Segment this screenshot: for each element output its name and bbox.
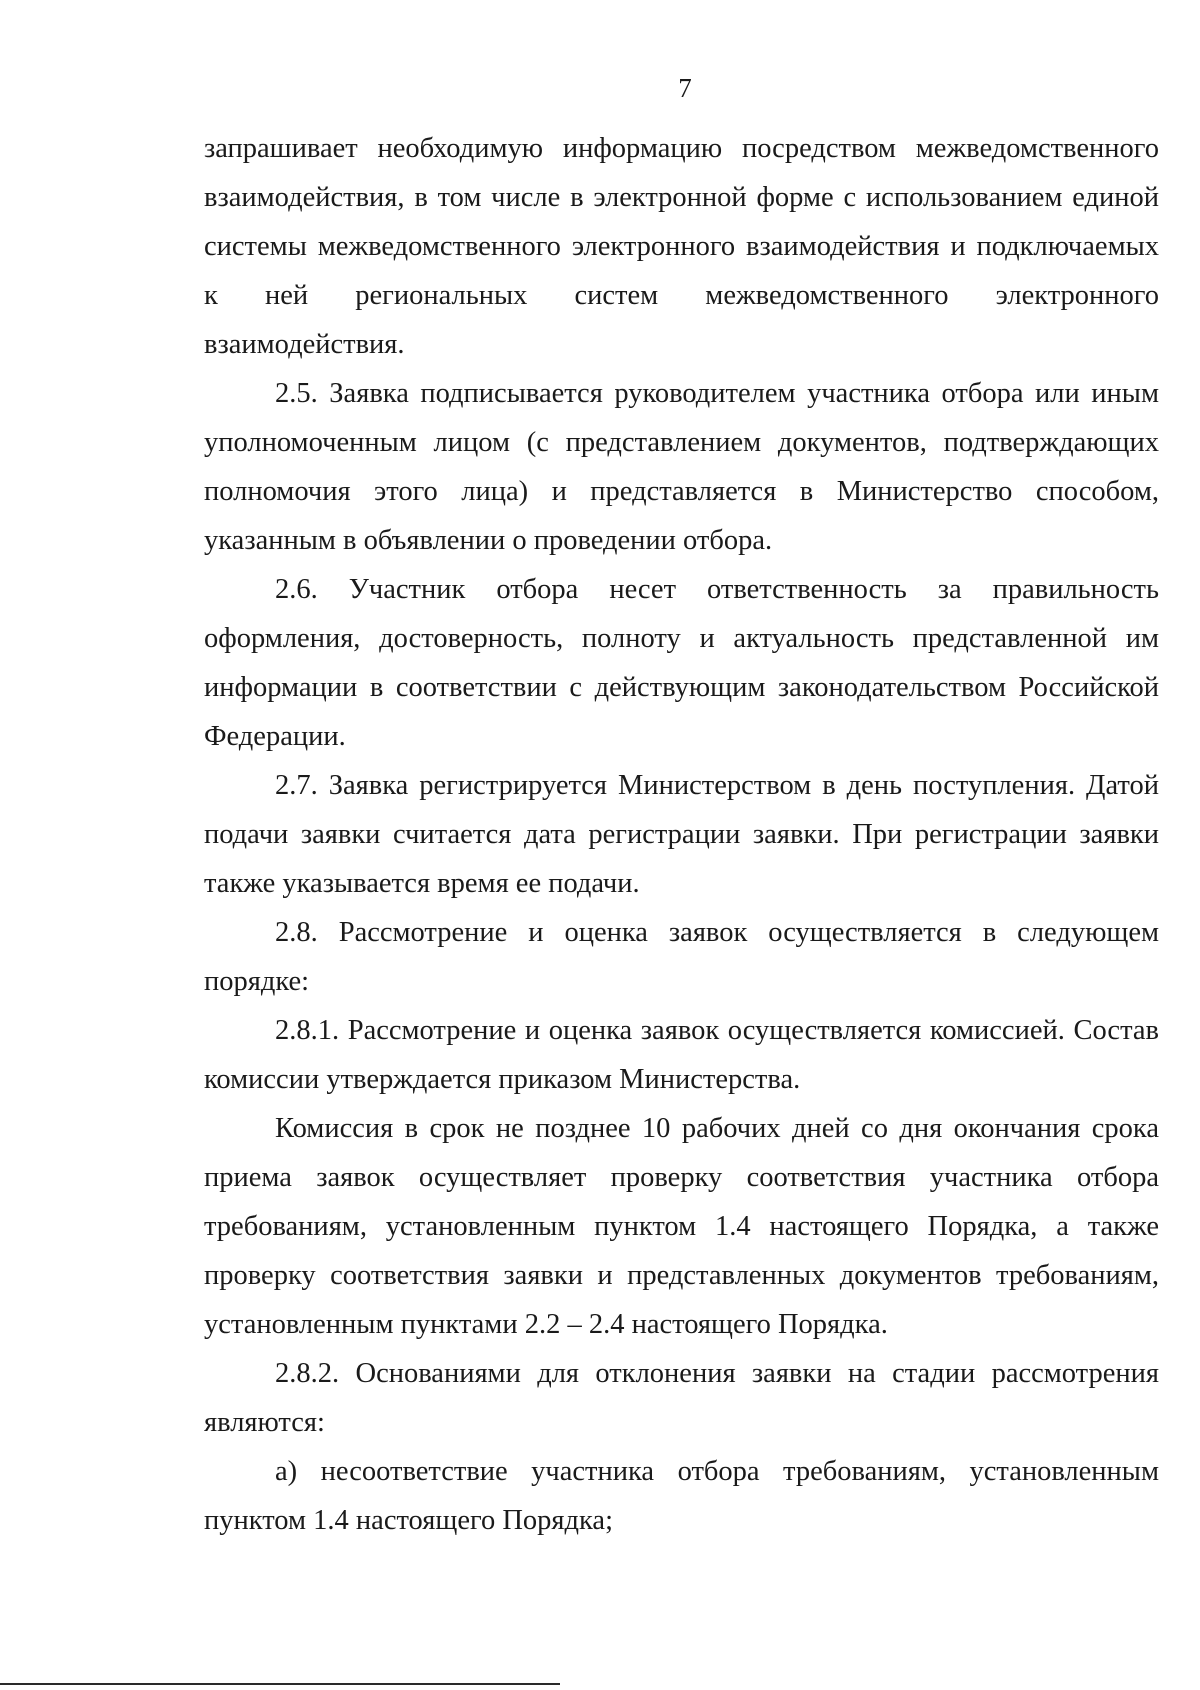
paragraph-continuation: запрашивает необходимую информацию посредством межведомственного взаимодействия, в том числе в электронной форме с использованием единой системы межведомственного электронного взаимодействия и подключаемых к ней региональных систем межведомственного электронного взаимодействия.	[204, 133, 1159, 360]
paragraph-2-8-2: 2.8.2. Основаниями для отклонения заявки на стадии рассмотрения являются:	[204, 1358, 1159, 1438]
paragraph-commission: Комиссия в срок не позднее 10 рабочих дней со дня окончания срока приема заявок осуществляет проверку соответствия участника отбора требованиям, установленным пунктом 1.4 настоящего Порядка, а также проверку соответствия заявки и представленных документов требованиям, установленным пунктами 2.2 – 2.4 настоящего Порядка.	[204, 1113, 1159, 1340]
paragraph-2-7: 2.7. Заявка регистрируется Министерством в день поступления. Датой подачи заявки считается дата регистрации заявки. При регистрации заявки также указывается время ее подачи.	[204, 770, 1159, 899]
bottom-rule	[0, 1683, 560, 1685]
document-body	[204, 124, 1159, 1545]
paragraph-2-8: 2.8. Рассмотрение и оценка заявок осуществляется в следующем порядке:	[204, 917, 1159, 997]
paragraph-item-a: а) несоответствие участника отбора требованиям, установленным пунктом 1.4 настоящего Порядка;	[204, 1456, 1159, 1536]
paragraph-2-8-1: 2.8.1. Рассмотрение и оценка заявок осуществляется комиссией. Состав комиссии утверждается приказом Министерства.	[204, 1015, 1159, 1095]
paragraph-2-5: 2.5. Заявка подписывается руководителем участника отбора или иным уполномоченным лицом (с представлением документов, подтверждающих полномочия этого лица) и представляется в Министерство способом, указанным в объявлении о проведении отбора.	[204, 378, 1159, 556]
paragraph-2-6: 2.6. Участник отбора несет ответственность за правильность оформления, достоверность, полноту и актуальность представленной им информации в соответствии с действующим законодательством Российской Федерации.	[204, 574, 1159, 752]
page-number: 7	[678, 73, 692, 103]
